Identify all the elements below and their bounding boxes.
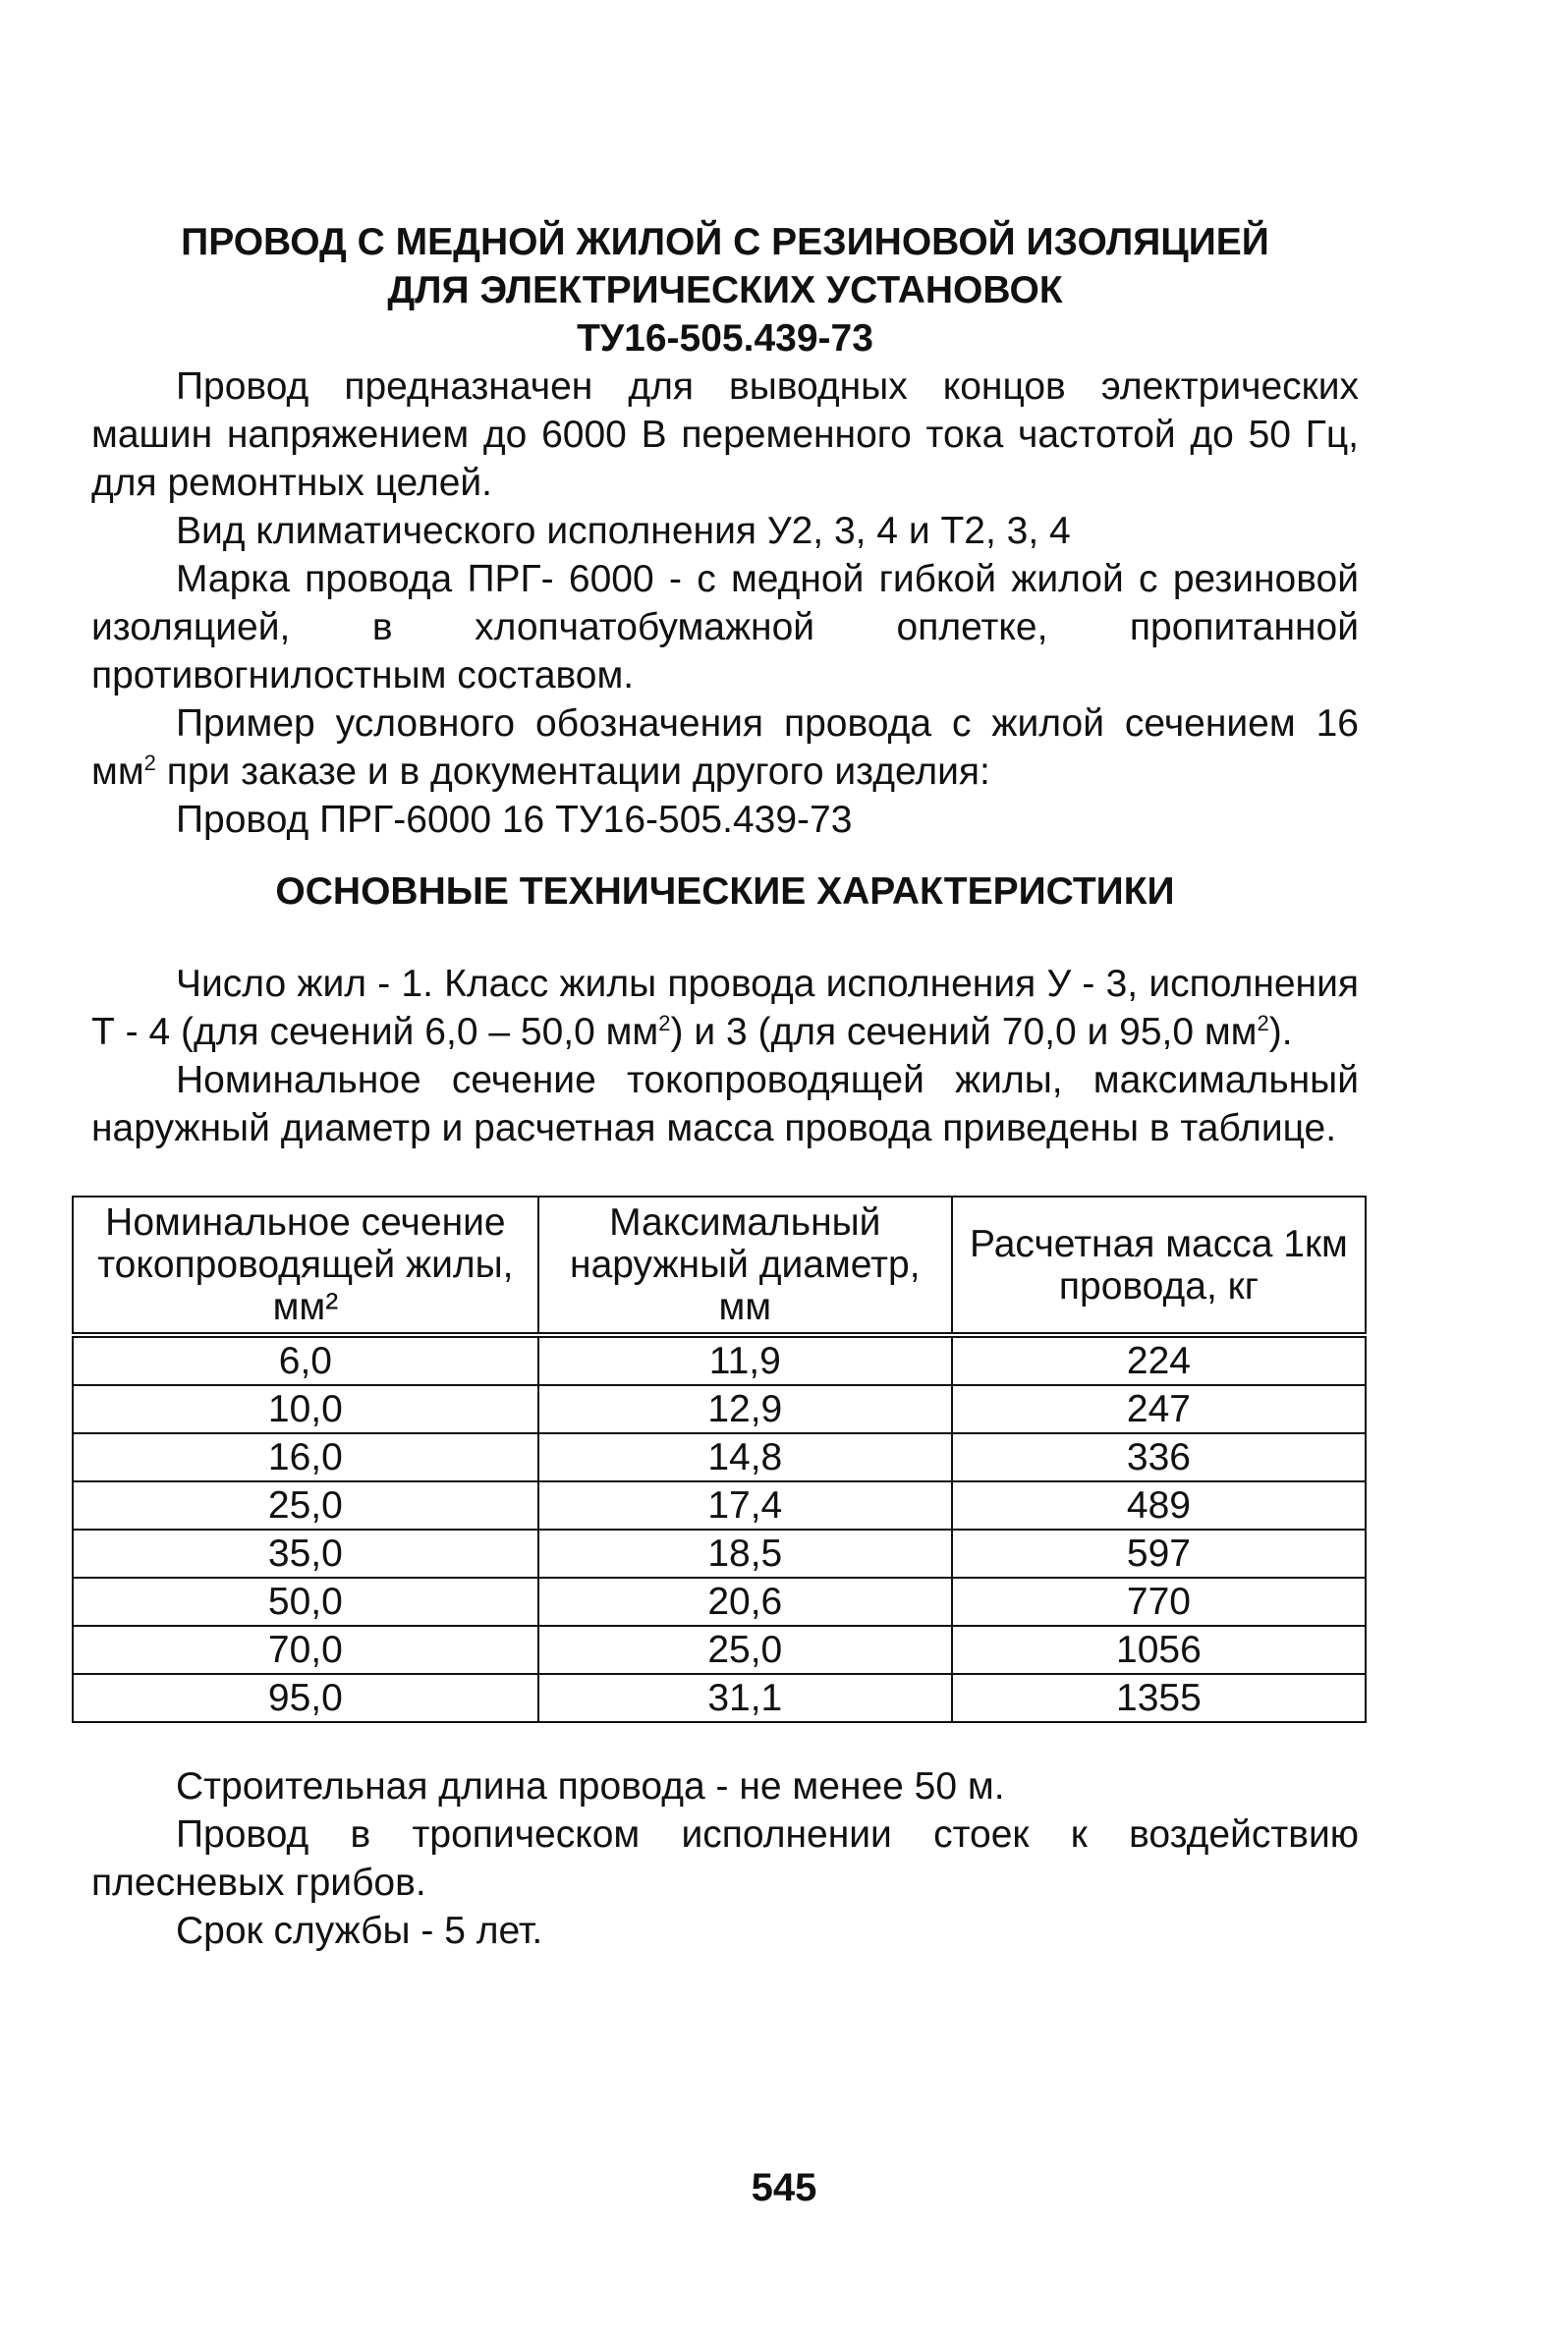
table-row xyxy=(73,1674,1366,1722)
intro-paragraph-designation: Провод ПРГ-6000 16 ТУ16-505.439-73 xyxy=(176,799,853,841)
table-row xyxy=(73,1578,1366,1626)
column-header-diameter: Максимальный наружный диаметр, мм xyxy=(538,1197,952,1335)
footer-paragraph-length: Строительная длина провода - не менее 50 м. xyxy=(176,1765,1005,1808)
section-paragraph-cores xyxy=(91,960,1359,1056)
section-heading: ОСНОВНЫЕ ТЕХНИЧЕСКИЕ ХАРАКТЕРИСТИКИ xyxy=(275,870,1175,913)
footer-paragraph-tropical: Провод в тропическом исполнении стоек к воздействию плесневых грибов. xyxy=(91,1813,1359,1904)
intro-paragraph-example xyxy=(91,699,1359,796)
table-row xyxy=(73,1335,1366,1385)
footer-paragraph-service-life: Срок службы - 5 лет. xyxy=(176,1910,543,1952)
cores-text-a: Число жил - 1. Класс жилы провода исполнения У - 3, исполнения Т - 4 (для сечений 6,0 – 50,0 мм xyxy=(91,963,1359,1053)
cell-section: 70,0 xyxy=(73,1626,538,1674)
example-superscript: 2 xyxy=(143,751,156,775)
specs-table xyxy=(72,1196,1367,1723)
cell-section: 16,0 xyxy=(73,1433,538,1481)
cell-diameter: 25,0 xyxy=(538,1626,952,1674)
table-row xyxy=(73,1481,1366,1530)
cell-mass: 1056 xyxy=(952,1626,1366,1674)
document-page xyxy=(91,218,1359,1955)
table-row xyxy=(73,1385,1366,1433)
cell-diameter: 11,9 xyxy=(538,1335,952,1385)
cell-diameter: 18,5 xyxy=(538,1530,952,1578)
cell-section: 50,0 xyxy=(73,1578,538,1626)
title-line-2: ДЛЯ ЭЛЕКТРИЧЕСКИХ УСТАНОВОК xyxy=(387,269,1063,311)
page-number: 545 xyxy=(751,2166,817,2209)
cell-diameter: 20,6 xyxy=(538,1578,952,1626)
section-paragraph-table-intro: Номинальное сечение токопроводящей жилы, максимальный наружный диаметр и расчетная масса провода приведены в таблице. xyxy=(91,1059,1359,1149)
table-row xyxy=(73,1626,1366,1674)
cell-section: 6,0 xyxy=(73,1335,538,1385)
cell-mass: 770 xyxy=(952,1578,1366,1626)
table-header-row xyxy=(73,1197,1366,1335)
cell-mass: 224 xyxy=(952,1335,1366,1385)
cell-diameter: 12,9 xyxy=(538,1385,952,1433)
cell-diameter: 31,1 xyxy=(538,1674,952,1722)
cell-mass: 247 xyxy=(952,1385,1366,1433)
cores-text-b: ) и 3 (для сечений 70,0 и 95,0 мм xyxy=(670,1011,1258,1053)
cell-section: 10,0 xyxy=(73,1385,538,1433)
cell-diameter: 14,8 xyxy=(538,1433,952,1481)
cell-diameter: 17,4 xyxy=(538,1481,952,1530)
table-row xyxy=(73,1433,1366,1481)
cell-mass: 336 xyxy=(952,1433,1366,1481)
cell-mass: 1355 xyxy=(952,1674,1366,1722)
example-text-b: при заказе и в документации другого изделия: xyxy=(155,751,990,793)
example-text-a: Пример условного обозначения провода с жилой сечением 16 мм xyxy=(91,702,1359,793)
title-line-3: ТУ16-505.439-73 xyxy=(577,317,873,360)
table-row xyxy=(73,1530,1366,1578)
intro-paragraph-purpose: Провод предназначен для выводных концов электрических машин напряжением до 6000 В переменного тока частотой до 50 Гц, для ремонтных целей. xyxy=(91,365,1359,504)
cores-superscript-2: 2 xyxy=(1257,1011,1269,1035)
cores-superscript-1: 2 xyxy=(658,1011,671,1035)
column-header-section: Номинальное сечение токопроводящей жилы, мм² xyxy=(73,1197,538,1335)
cell-section: 35,0 xyxy=(73,1530,538,1578)
column-header-mass: Расчетная масса 1км провода, кг xyxy=(952,1197,1366,1335)
title-line-1: ПРОВОД С МЕДНОЙ ЖИЛОЙ С РЕЗИНОВОЙ ИЗОЛЯЦИЕЙ xyxy=(181,221,1269,263)
intro-paragraph-brand: Марка провода ПРГ- 6000 - с медной гибкой жилой с резиновой изоляцией, в хлопчатобумажной оплетке, пропитанной противогнилостным составом. xyxy=(91,558,1359,696)
cell-mass: 489 xyxy=(952,1481,1366,1530)
cell-mass: 597 xyxy=(952,1530,1366,1578)
cell-section: 95,0 xyxy=(73,1674,538,1722)
cores-text-c: ). xyxy=(1268,1011,1293,1053)
cell-section: 25,0 xyxy=(73,1481,538,1530)
intro-paragraph-climate: Вид климатического исполнения У2, 3, 4 и Т2, 3, 4 xyxy=(176,510,1071,552)
